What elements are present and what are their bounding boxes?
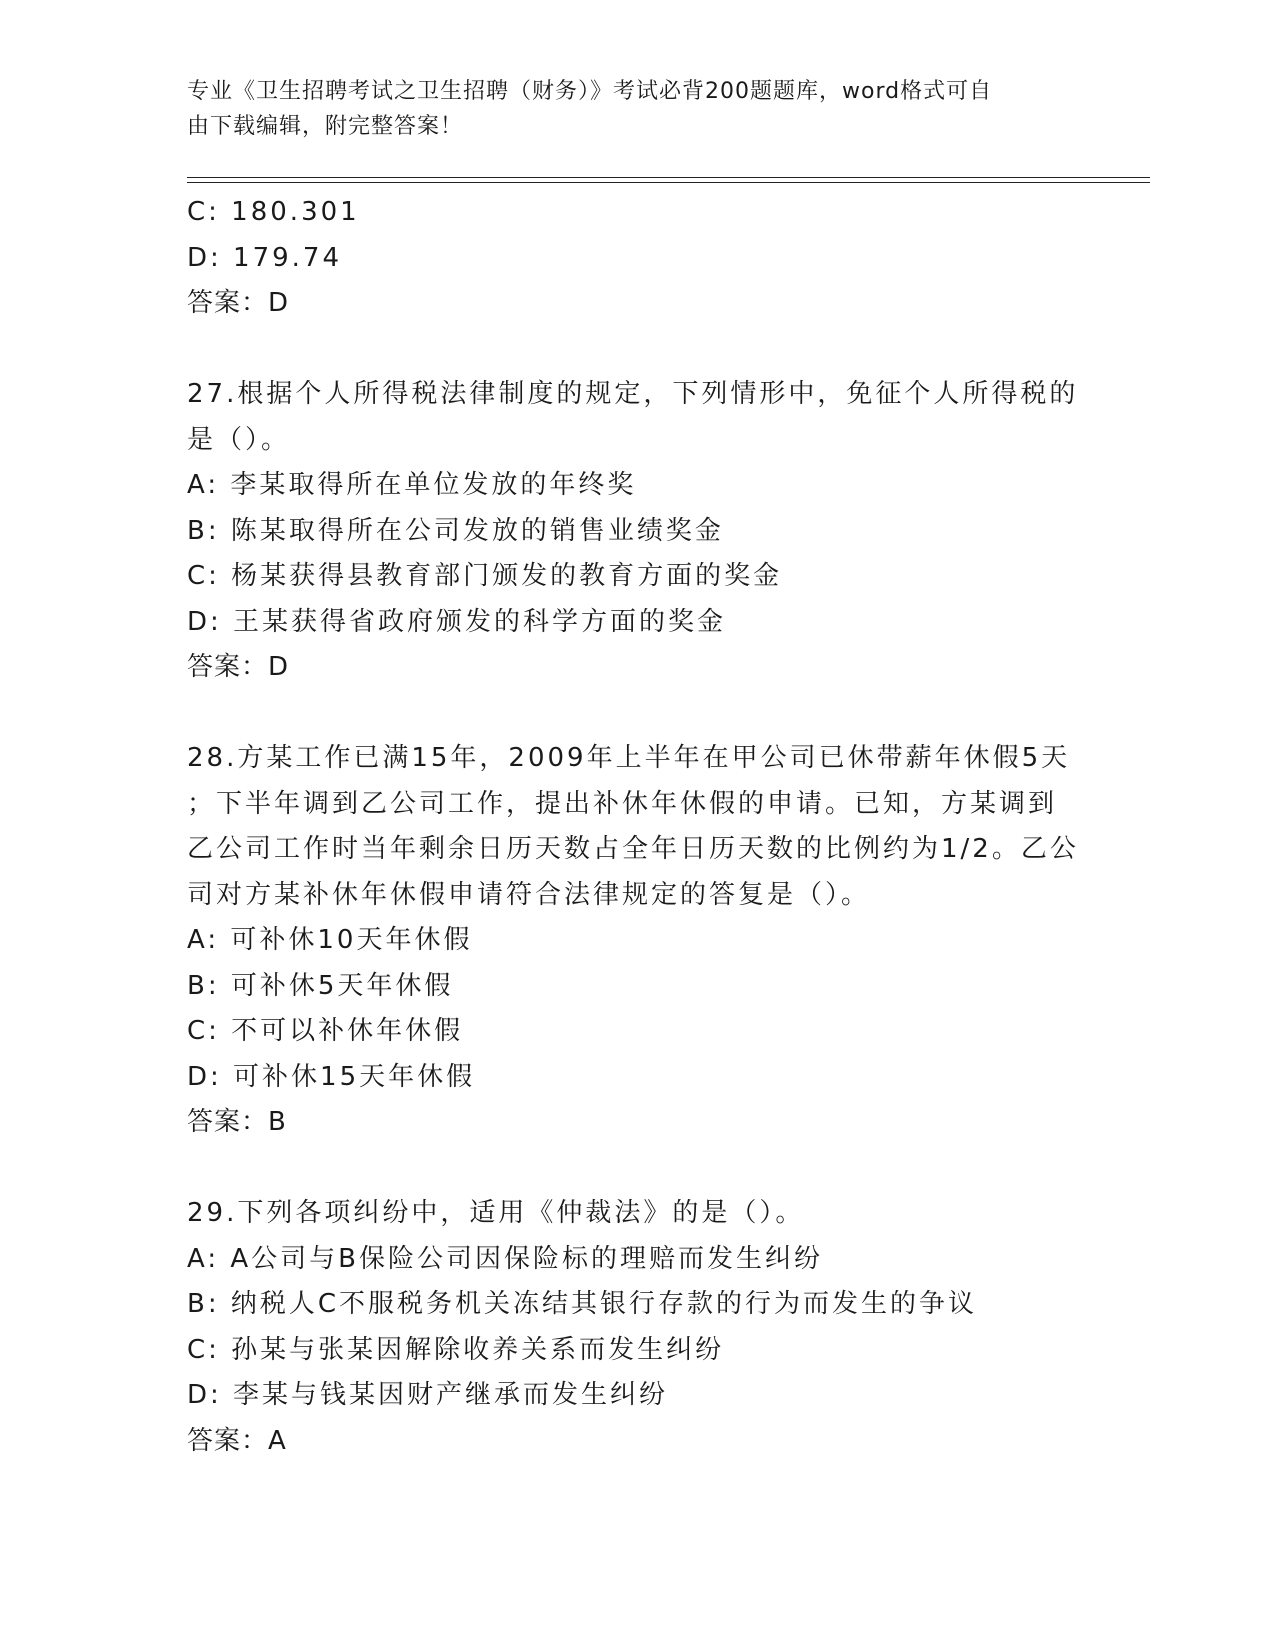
answer-line: 答案：D bbox=[187, 652, 290, 682]
document-header bbox=[187, 74, 1067, 144]
option-a: A: 李某取得所在单位发放的年终奖 bbox=[187, 470, 637, 500]
option-c: C: 不可以补休年休假 bbox=[187, 1016, 464, 1046]
answer-line: 答案：B bbox=[187, 1107, 287, 1137]
spacer bbox=[187, 691, 1087, 737]
previous-question-tail bbox=[187, 190, 1087, 327]
question-28 bbox=[187, 736, 1087, 1146]
question-text-line: 27.根据个人所得税法律制度的规定，下列情形中，免征个人所得税的 bbox=[187, 379, 1079, 409]
question-27 bbox=[187, 372, 1087, 691]
question-29 bbox=[187, 1191, 1087, 1464]
header-divider-top bbox=[187, 177, 1150, 178]
option-d: D: 179.74 bbox=[187, 242, 343, 273]
question-text-line: 29.下列各项纠纷中，适用《仲裁法》的是（）。 bbox=[187, 1198, 805, 1228]
option-d: D: 可补休15天年休假 bbox=[187, 1061, 476, 1092]
option-a: A: 可补休10天年休假 bbox=[187, 925, 473, 955]
spacer bbox=[187, 327, 1087, 373]
question-text-line: ；下半年调到乙公司工作，提出补休年休假的申请。已知，方某调到 bbox=[187, 788, 1058, 819]
question-text-line: 司对方某补休年休假申请符合法律规定的答复是（）。 bbox=[187, 879, 871, 910]
document-body bbox=[187, 190, 1087, 1464]
spacer bbox=[187, 1146, 1087, 1192]
question-text-line: 乙公司工作时当年剩余日历天数占全年日历天数的比例约为1/2。乙公 bbox=[187, 834, 1079, 864]
option-c: C: 杨某获得县教育部门颁发的教育方面的奖金 bbox=[187, 561, 783, 591]
option-c: C: 孙某与张某因解除收养关系而发生纠纷 bbox=[187, 1334, 725, 1365]
header-line-1: 专业《卫生招聘考试之卫生招聘（财务）》考试必背200题题库，word格式可自 bbox=[187, 79, 993, 104]
question-text-line: 是（）。 bbox=[187, 424, 291, 455]
answer-line: 答案：D bbox=[187, 288, 290, 318]
option-d: D: 王某获得省政府颁发的科学方面的奖金 bbox=[187, 606, 727, 637]
option-b: B: 可补休5天年休假 bbox=[187, 970, 454, 1001]
question-text-line: 28.方某工作已满15年，2009年上半年在甲公司已休带薪年休假5天 bbox=[187, 743, 1071, 773]
header-line-2: 由下载编辑，附完整答案！ bbox=[187, 114, 464, 139]
header-divider-bottom bbox=[187, 182, 1150, 183]
option-b: B: 陈某取得所在公司发放的销售业绩奖金 bbox=[187, 515, 724, 546]
option-c: C: 180.301 bbox=[187, 197, 360, 227]
option-b: B: 纳税人C不服税务机关冻结其银行存款的行为而发生的争议 bbox=[187, 1289, 978, 1319]
option-d: D: 李某与钱某因财产继承而发生纠纷 bbox=[187, 1380, 669, 1410]
answer-line: 答案：A bbox=[187, 1425, 287, 1456]
option-a: A: A公司与B保险公司因保险标的理赔而发生纠纷 bbox=[187, 1243, 823, 1274]
